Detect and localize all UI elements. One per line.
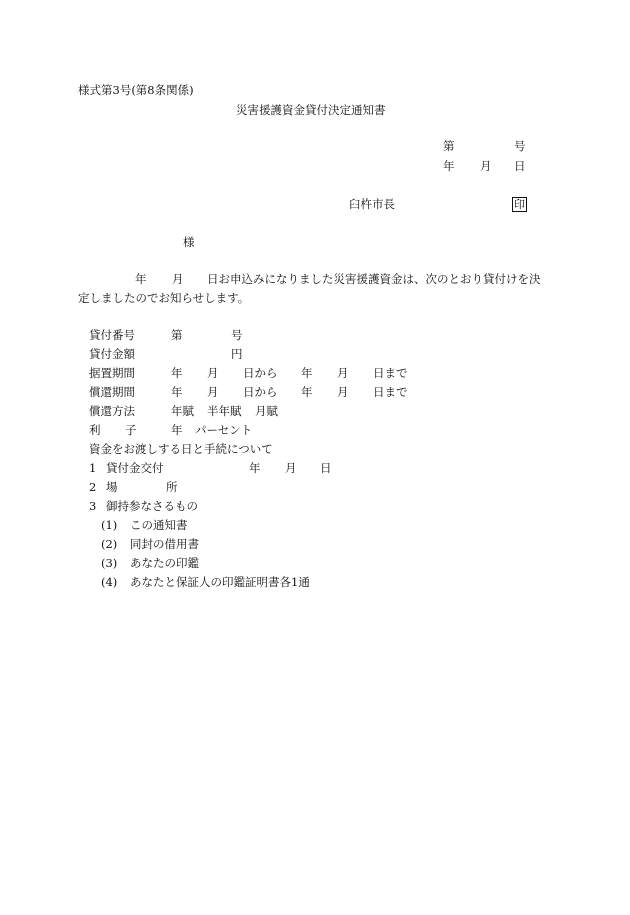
date-year: 年 xyxy=(443,159,455,173)
deferment-m1: 月 xyxy=(207,366,219,380)
sub-item-number: (4) xyxy=(101,575,118,589)
method-semiannual: 半年賦 xyxy=(207,404,242,418)
repayment-period-label: 償還期間 xyxy=(89,385,135,399)
repayment-m2: 月 xyxy=(337,385,349,399)
repayment-until: 日まで xyxy=(373,385,408,399)
handover-item2-number: 2 xyxy=(89,480,97,494)
recipient-honorific: 様 xyxy=(183,235,195,249)
handover-item1-month: 月 xyxy=(285,461,297,475)
date-month: 月 xyxy=(480,159,492,173)
deferment-y2: 年 xyxy=(301,366,313,380)
handover-item1-day: 日 xyxy=(320,461,332,475)
repayment-m1: 月 xyxy=(207,385,219,399)
handover-item2-place-b: 所 xyxy=(166,480,178,494)
method-annual: 年賦 xyxy=(171,404,194,418)
loan-number-dai: 第 xyxy=(171,328,183,342)
handover-item1-year: 年 xyxy=(249,461,261,475)
sub-item-text: あなたの印鑑 xyxy=(130,556,199,570)
body-line1: 日お申込みになりました災害援護資金は、次のとおり貸付けを決 xyxy=(207,272,541,286)
handover-item1-number: 1 xyxy=(89,461,97,475)
interest-year: 年 xyxy=(171,423,183,437)
sub-item-number: (1) xyxy=(101,518,118,532)
seal-mark: 印 xyxy=(514,198,525,211)
deferment-m2: 月 xyxy=(337,366,349,380)
document-title: 災害援護資金貸付決定通知書 xyxy=(236,103,386,117)
body-line2: 定しましたのでお知らせします。 xyxy=(78,291,250,305)
method-monthly: 月賦 xyxy=(255,404,278,418)
handover-item2-place-a: 場 xyxy=(106,480,118,494)
handover-item3-number: 3 xyxy=(89,499,97,513)
deferment-y1: 年 xyxy=(171,366,183,380)
loan-amount-label: 貸付金額 xyxy=(89,347,135,361)
issuer-name: 臼杵市長 xyxy=(349,197,395,211)
doc-number-dai: 第 xyxy=(443,139,455,153)
handover-item3-label: 御持参なさるもの xyxy=(106,499,198,513)
sub-item-number: (2) xyxy=(101,537,118,551)
deferment-from: 日から xyxy=(243,366,278,380)
body-year: 年 xyxy=(135,272,147,286)
interest-label-a: 利 xyxy=(89,423,101,437)
loan-amount-unit: 円 xyxy=(231,347,243,361)
handover-item1-label: 貸付金交付 xyxy=(106,461,164,475)
repayment-y2: 年 xyxy=(301,385,313,399)
repayment-y1: 年 xyxy=(171,385,183,399)
date-day: 日 xyxy=(514,159,526,173)
deferment-until: 日まで xyxy=(373,366,408,380)
sub-item-text: あなたと保証人の印鑑証明書各1通 xyxy=(130,575,310,589)
handover-heading: 資金をお渡しする日と手続について xyxy=(89,442,273,456)
form-number: 様式第3号(第8条関係) xyxy=(78,83,194,97)
loan-number-label: 貸付番号 xyxy=(89,328,135,342)
interest-label-b: 子 xyxy=(125,423,137,437)
body-month: 月 xyxy=(172,272,184,286)
interest-percent: パーセント xyxy=(195,423,253,437)
sub-item-text: 同封の借用書 xyxy=(130,537,199,551)
repayment-method-label: 償還方法 xyxy=(89,404,135,418)
repayment-from: 日から xyxy=(243,385,278,399)
sub-item-text: この通知書 xyxy=(130,518,188,532)
deferment-label: 据置期間 xyxy=(89,366,135,380)
loan-number-go: 号 xyxy=(231,328,243,342)
sub-item-number: (3) xyxy=(101,556,118,570)
doc-number-go: 号 xyxy=(514,139,526,153)
